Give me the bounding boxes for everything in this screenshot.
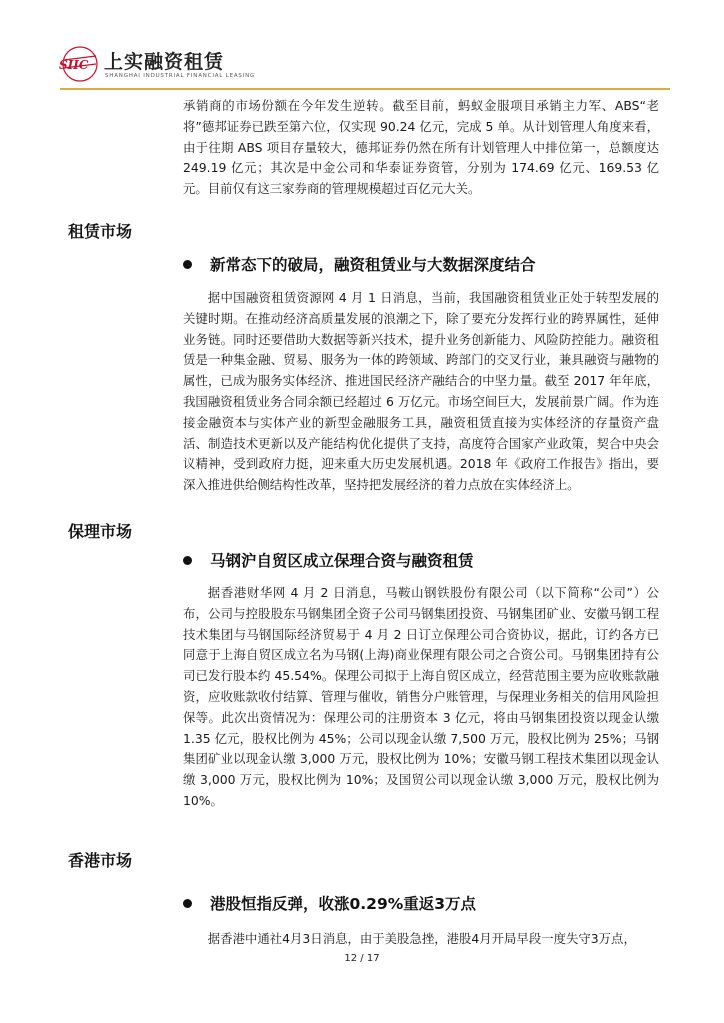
section-title-leasing: 租赁市场 [68, 222, 133, 241]
news-title: 新常态下的破局，融资租赁业与大数据深度结合 [210, 256, 536, 274]
company-name-en: SHANGHAI INDUSTRIAL FINANCIAL LEASING [105, 73, 256, 79]
svg-text:SIIC: SIIC [59, 58, 89, 72]
news-title: 马钢沪自贸区成立保理合资与融资租赁 [210, 552, 474, 570]
news-title: 港股恒指反弹，收涨0.29%重返3万点 [210, 895, 477, 913]
page-number: 12 / 17 [344, 953, 380, 964]
header-divider [60, 88, 670, 90]
siic-logo-icon [58, 44, 98, 84]
news-heading-factoring [183, 548, 474, 572]
bullet-icon [183, 899, 192, 908]
section-title-factoring: 保理市场 [68, 522, 133, 541]
company-name-cn: 上实融资租赁 [104, 51, 225, 73]
section-title-hongkong: 香港市场 [68, 851, 133, 870]
news-body-factoring: 据香港财华网 4 月 2 日消息，马鞍山钢铁股份有限公司（以下简称“公司”）公布，公司与控股股东马钢集团全资子公司马钢集团投资、马钢集团矿业、安徽马钢工程技术集团与马钢国际经济贸易于 4 月 2 日订立保理公司合资协议，据此，订约各方已同意于上海自贸区成立名为马钢(上海)商业保理有限公司之合资公司。马钢集团持有公司已发行股本约 45.54%。保理公司拟于上海自贸区成立，经营范围主要为应收账款融资，应收账款收付结算、管理与催收，销售分户账管理，与保理业务相关的信用风险担保等。此次出资情况为：保理公司的注册资本 3 亿元，将由马钢集团投资以现金认缴 1.35 亿元，股权比例为 45%；公司以现金认缴 7,500 万元，股权比例为 25%；马钢集团矿业以现金认缴 3,000 万元，股权比例为 10%；安徽马钢工程技术集团以现金认缴 3,000 万元，股权比例为 10%；及国贸公司以现金认缴 3,000 万元，股权比例为 10%。 [183, 585, 659, 808]
page-header [58, 36, 678, 86]
bullet-icon [183, 260, 192, 269]
news-body-leasing: 据中国融资租赁资源网 4 月 1 日消息，当前，我国融资租赁业正处于转型发展的关键时期。在推动经济高质量发展的浪潮之下，除了要充分发挥行业的跨界属性，延伸业务链。同时还要借助大数据等新兴技术，提升业务创新能力、风险防控能力。融资租赁是一种集金融、贸易、服务为一体的跨领域、跨部门的交叉行业，兼具融资与融物的属性，已成为服务实体经济、推进国民经济产融结合的中坚力量。截至 2017 年年底，我国融资租赁业务合同余额已经超过 6 万亿元。市场空间巨大，发展前景广阔。作为连接金融资本与实体产业的新型金融服务工具，融资租赁直接为实体经济的存量资产盘活、制造技术更新以及产能结构优化提供了支持，高度符合国家产业政策，契合中央会议精神，受到政府力挺，迎来重大历史发展机遇。2018 年《政府工作报告》指出，要深入推进供给侧结构性改革，坚持把发展经济的着力点放在实体经济上。 [183, 290, 659, 493]
news-heading-leasing [183, 252, 536, 276]
news-body-hongkong: 据香港中通社4月3日消息，由于美股急挫，港股4月开局早段一度失守3万点， [207, 931, 636, 946]
intro-paragraph: 承销商的市场份额在今年发生逆转。截至目前，蚂蚁金服项目承销主力军、ABS“老将”德邦证券已跌至第六位，仅实现 90.24 亿元，完成 5 单。从计划管理人角度来看，由于往期 ABS 项目存量较大，德邦证券仍然在所有计划管理人中排位第一，总额度达 249.19 亿元；其次是中金公司和华泰证券资管，分别为 174.69 亿元、169.53 亿元。目前仅有这三家券商的管理规模超过百亿元大关。 [183, 98, 659, 197]
news-heading-hongkong [183, 891, 476, 915]
bullet-icon [183, 556, 192, 565]
